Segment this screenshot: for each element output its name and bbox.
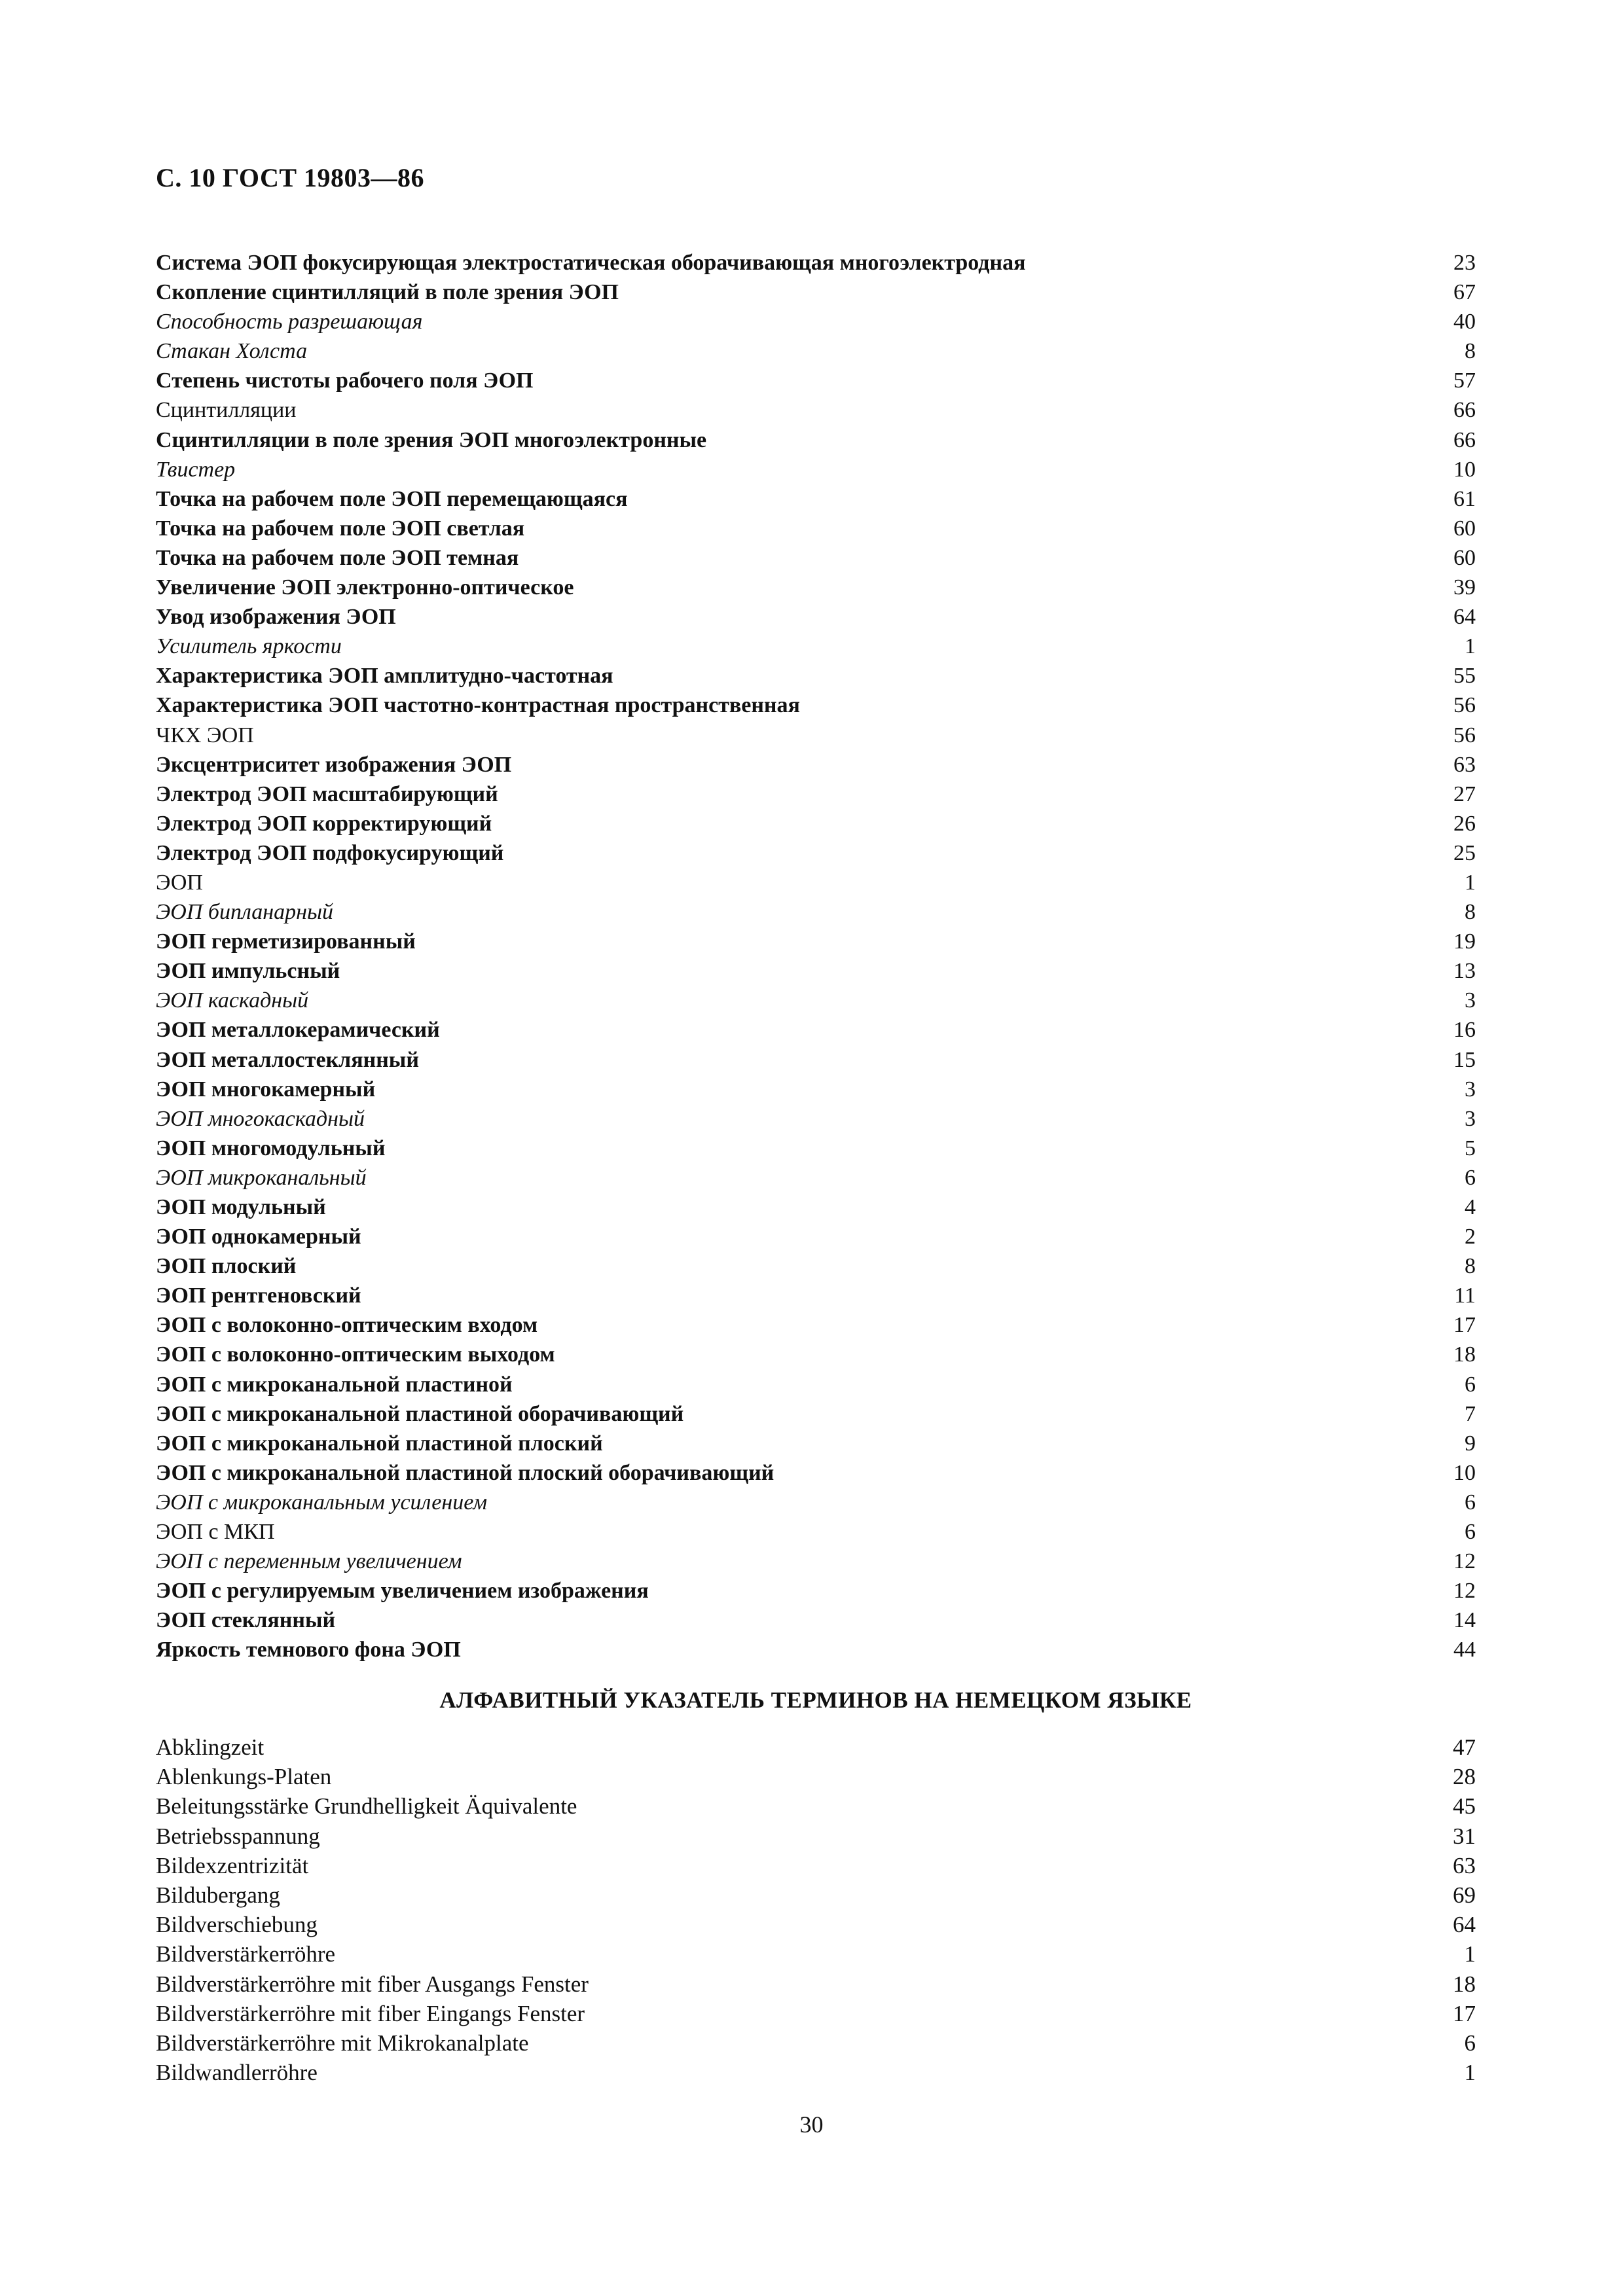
index-term: Bildverschiebung bbox=[156, 1912, 318, 1938]
index-term-number: 57 bbox=[1453, 368, 1476, 393]
index-entry bbox=[156, 661, 1476, 691]
index-term: ЭОП герметизированный bbox=[156, 929, 416, 954]
index-term: ЭОП с регулируемым увеличением изображения bbox=[156, 1579, 649, 1604]
index-term: Увод изображения ЭОП bbox=[156, 605, 396, 630]
index-entry bbox=[156, 1791, 1476, 1821]
index-entry bbox=[156, 1762, 1476, 1791]
index-term-number: 64 bbox=[1453, 605, 1476, 630]
index-entry bbox=[156, 1969, 1476, 1999]
index-term-number: 69 bbox=[1453, 1882, 1476, 1908]
index-entry bbox=[156, 1910, 1476, 1939]
index-term: ЭОП металлостеклянный bbox=[156, 1047, 419, 1072]
index-entry bbox=[156, 986, 1476, 1015]
index-entry bbox=[156, 602, 1476, 632]
index-entry bbox=[156, 1399, 1476, 1429]
index-term: Abklingzeit bbox=[156, 1734, 264, 1760]
index-term: ЭОП многокаскадный bbox=[156, 1106, 365, 1131]
index-term: Усилитель яркости bbox=[156, 634, 342, 659]
index-term-number: 66 bbox=[1453, 398, 1476, 423]
index-entry bbox=[156, 632, 1476, 661]
index-term-number: 12 bbox=[1453, 1579, 1476, 1604]
index-term: ЭОП с волоконно-оптическим входом bbox=[156, 1313, 538, 1338]
page-number: 30 bbox=[799, 2111, 824, 2138]
german-term-index bbox=[156, 1732, 1476, 2087]
index-entry bbox=[156, 750, 1476, 780]
index-entry bbox=[156, 1429, 1476, 1458]
index-term-number: 63 bbox=[1453, 1852, 1476, 1878]
index-term-number: 1 bbox=[1464, 1941, 1476, 1967]
index-term: Способность разрешающая bbox=[156, 310, 423, 334]
index-term-number: 47 bbox=[1453, 1734, 1476, 1760]
page-header: С. 10 ГОСТ 19803—86 bbox=[156, 163, 425, 192]
index-term-number: 61 bbox=[1453, 486, 1476, 511]
index-term: ЭОП плоский bbox=[156, 1254, 297, 1279]
index-entry bbox=[156, 395, 1476, 425]
index-term: Betriebsspannung bbox=[156, 1823, 320, 1849]
index-entry bbox=[156, 484, 1476, 514]
index-entry bbox=[156, 1488, 1476, 1517]
index-term: ЭОП импульсный bbox=[156, 959, 340, 984]
index-term-number: 17 bbox=[1453, 1313, 1476, 1338]
index-term: Точка на рабочем поле ЭОП перемещающаяся bbox=[156, 486, 628, 511]
index-term-number: 10 bbox=[1453, 1460, 1476, 1485]
index-term: Скопление сцинтилляций в поле зрения ЭОП bbox=[156, 280, 619, 305]
index-term-number: 56 bbox=[1453, 723, 1476, 747]
index-term: ЭОП бипланарный bbox=[156, 900, 333, 925]
index-entry bbox=[156, 1576, 1476, 1605]
index-term: ЭОП многокамерный bbox=[156, 1077, 376, 1102]
index-term: Электрод ЭОП масштабирующий bbox=[156, 781, 498, 806]
index-term-number: 2 bbox=[1465, 1225, 1476, 1249]
index-term: ЭОП с микроканальной пластиной плоский bbox=[156, 1431, 603, 1456]
index-entry bbox=[156, 425, 1476, 455]
index-term: Bildverstärkerröhre mit fiber Ausgangs Fenster bbox=[156, 1971, 589, 1997]
index-term-number: 7 bbox=[1465, 1401, 1476, 1426]
index-entry bbox=[156, 868, 1476, 897]
index-entry bbox=[156, 248, 1476, 278]
index-entry bbox=[156, 1340, 1476, 1369]
index-entry bbox=[156, 956, 1476, 986]
index-entry bbox=[156, 1547, 1476, 1576]
index-entry bbox=[156, 366, 1476, 395]
index-term-number: 8 bbox=[1465, 1254, 1476, 1279]
index-term-number: 39 bbox=[1453, 575, 1476, 600]
index-term-number: 56 bbox=[1453, 693, 1476, 718]
index-term: Сцинтилляции bbox=[156, 398, 297, 423]
index-term: Bildubergang bbox=[156, 1882, 280, 1908]
index-entry bbox=[156, 838, 1476, 868]
index-term-number: 16 bbox=[1453, 1018, 1476, 1043]
index-term-number: 15 bbox=[1453, 1047, 1476, 1072]
index-term: Bildverstärkerröhre bbox=[156, 1941, 336, 1967]
index-term-number: 44 bbox=[1453, 1638, 1476, 1662]
index-term-number: 6 bbox=[1465, 1490, 1476, 1515]
index-entry bbox=[156, 1732, 1476, 1762]
index-entry bbox=[156, 927, 1476, 956]
index-entry bbox=[156, 1104, 1476, 1134]
index-term: ЭОП bbox=[156, 870, 203, 895]
index-term-number: 18 bbox=[1453, 1971, 1476, 1997]
index-term-number: 64 bbox=[1453, 1912, 1476, 1938]
index-entry bbox=[156, 1635, 1476, 1664]
index-term: ЭОП модульный bbox=[156, 1195, 326, 1219]
index-term: Система ЭОП фокусирующая электростатическая оборачивающая многоэлектродная bbox=[156, 251, 1026, 275]
index-term: Beleitungsstärke Grundhelligkeit Äquivalente bbox=[156, 1793, 577, 1820]
index-entry bbox=[156, 1880, 1476, 1910]
index-term-number: 6 bbox=[1465, 1372, 1476, 1397]
index-term-number: 31 bbox=[1453, 1823, 1476, 1849]
index-term-number: 66 bbox=[1453, 427, 1476, 452]
german-index-title: АЛФАВИТНЫЙ УКАЗАТЕЛЬ ТЕРМИНОВ НА НЕМЕЦКОМ ЯЗЫКЕ bbox=[439, 1687, 1192, 1713]
index-term-number: 8 bbox=[1465, 339, 1476, 364]
index-term: Точка на рабочем поле ЭОП темная bbox=[156, 545, 519, 570]
index-term-number: 55 bbox=[1453, 664, 1476, 689]
index-term-number: 3 bbox=[1465, 1077, 1476, 1102]
index-term-number: 60 bbox=[1453, 545, 1476, 570]
index-term-number: 19 bbox=[1453, 929, 1476, 954]
index-entry bbox=[156, 573, 1476, 602]
index-term: ЧКХ ЭОП bbox=[156, 723, 254, 747]
russian-term-index bbox=[156, 248, 1476, 1665]
index-term: ЭОП металлокерамический bbox=[156, 1018, 440, 1043]
index-entry bbox=[156, 1045, 1476, 1075]
index-entry bbox=[156, 1370, 1476, 1399]
index-term: Bildverstärkerröhre mit Mikrokanalplate bbox=[156, 2030, 529, 2056]
index-term-number: 9 bbox=[1465, 1431, 1476, 1456]
index-term-number: 63 bbox=[1453, 752, 1476, 777]
index-term-number: 45 bbox=[1453, 1793, 1476, 1820]
index-entry bbox=[156, 1075, 1476, 1104]
index-entry bbox=[156, 336, 1476, 366]
index-term: Bildexzentrizität bbox=[156, 1852, 309, 1878]
index-term: ЭОП многомодульный bbox=[156, 1136, 386, 1160]
index-entry bbox=[156, 514, 1476, 543]
index-term-number: 5 bbox=[1465, 1136, 1476, 1160]
index-entry bbox=[156, 1821, 1476, 1851]
index-entry bbox=[156, 543, 1476, 573]
index-term: Эксцентриситет изображения ЭОП bbox=[156, 752, 512, 777]
index-entry bbox=[156, 1222, 1476, 1251]
index-term-number: 18 bbox=[1453, 1342, 1476, 1367]
index-term: Стакан Холста bbox=[156, 339, 308, 364]
index-term-number: 67 bbox=[1453, 280, 1476, 305]
index-term: Яркость темнового фона ЭОП bbox=[156, 1638, 461, 1662]
index-term: ЭОП однокамерный bbox=[156, 1225, 361, 1249]
index-term: ЭОП рентгеновский bbox=[156, 1283, 361, 1308]
index-term-number: 40 bbox=[1453, 310, 1476, 334]
index-term-number: 1 bbox=[1464, 2060, 1476, 2086]
index-term: Сцинтилляции в поле зрения ЭОП многоэлектронные bbox=[156, 427, 707, 452]
index-term-number: 14 bbox=[1453, 1608, 1476, 1633]
index-entry bbox=[156, 2028, 1476, 2058]
index-term: ЭОП с микроканальным усилением bbox=[156, 1490, 488, 1515]
index-term-number: 6 bbox=[1465, 1165, 1476, 1190]
index-entry bbox=[156, 809, 1476, 838]
index-entry bbox=[156, 897, 1476, 927]
index-entry bbox=[156, 455, 1476, 484]
index-entry bbox=[156, 1193, 1476, 1222]
index-term-number: 1 bbox=[1465, 870, 1476, 895]
index-term-number: 13 bbox=[1453, 959, 1476, 984]
index-entry bbox=[156, 1251, 1476, 1281]
index-term: Характеристика ЭОП частотно-контрастная пространственная bbox=[156, 693, 800, 718]
index-term-number: 28 bbox=[1453, 1764, 1476, 1790]
index-term: Степень чистоты рабочего поля ЭОП bbox=[156, 368, 534, 393]
index-entry bbox=[156, 691, 1476, 720]
index-term: Bildverstärkerröhre mit fiber Eingangs Fenster bbox=[156, 2000, 585, 2026]
index-term-number: 12 bbox=[1453, 1549, 1476, 1574]
index-term-number: 1 bbox=[1465, 634, 1476, 659]
index-entry bbox=[156, 1310, 1476, 1340]
index-term: Точка на рабочем поле ЭОП светлая bbox=[156, 516, 525, 541]
index-entry bbox=[156, 1851, 1476, 1880]
index-entry bbox=[156, 721, 1476, 750]
index-term: ЭОП с волоконно-оптическим выходом bbox=[156, 1342, 555, 1367]
index-entry bbox=[156, 1999, 1476, 2028]
index-term: ЭОП с микроканальной пластиной плоский оборачивающий bbox=[156, 1460, 775, 1485]
index-entry bbox=[156, 780, 1476, 809]
index-term: Ablenkungs-Platen bbox=[156, 1764, 332, 1790]
index-term: Электрод ЭОП подфокусирующий bbox=[156, 840, 504, 865]
index-term-number: 25 bbox=[1453, 840, 1476, 865]
index-entry bbox=[156, 1281, 1476, 1310]
index-term-number: 60 bbox=[1453, 516, 1476, 541]
index-entry bbox=[156, 1134, 1476, 1163]
index-entry bbox=[156, 1939, 1476, 1969]
index-term: ЭОП с переменным увеличением bbox=[156, 1549, 462, 1574]
index-term-number: 26 bbox=[1453, 811, 1476, 836]
index-term: Характеристика ЭОП амплитудно-частотная bbox=[156, 664, 613, 689]
index-term-number: 23 bbox=[1453, 251, 1476, 275]
index-entry bbox=[156, 1015, 1476, 1045]
index-term-number: 17 bbox=[1453, 2000, 1476, 2026]
index-entry bbox=[156, 1517, 1476, 1547]
index-term: ЭОП каскадный bbox=[156, 988, 309, 1013]
index-entry bbox=[156, 307, 1476, 336]
index-entry bbox=[156, 1458, 1476, 1488]
index-term: Увеличение ЭОП электронно-оптическое bbox=[156, 575, 574, 600]
index-term-number: 3 bbox=[1465, 988, 1476, 1013]
index-term-number: 6 bbox=[1465, 1520, 1476, 1545]
index-term-number: 8 bbox=[1465, 900, 1476, 925]
index-term: ЭОП с микроканальной пластиной оборачивающий bbox=[156, 1401, 684, 1426]
index-entry bbox=[156, 1605, 1476, 1635]
index-term: ЭОП микроканальный bbox=[156, 1165, 367, 1190]
index-term-number: 10 bbox=[1453, 457, 1476, 482]
index-term-number: 11 bbox=[1454, 1283, 1476, 1308]
index-term: Твистер bbox=[156, 457, 236, 482]
index-term-number: 4 bbox=[1465, 1195, 1476, 1219]
index-term: ЭОП стеклянный bbox=[156, 1608, 336, 1633]
index-term: Электрод ЭОП корректирующий bbox=[156, 811, 492, 836]
index-term: Bildwandlerröhre bbox=[156, 2060, 318, 2086]
index-entry bbox=[156, 278, 1476, 307]
index-entry bbox=[156, 2058, 1476, 2087]
index-term: ЭОП с микроканальной пластиной bbox=[156, 1372, 513, 1397]
index-term-number: 27 bbox=[1453, 781, 1476, 806]
index-entry bbox=[156, 1163, 1476, 1193]
index-term-number: 3 bbox=[1465, 1106, 1476, 1131]
index-term-number: 6 bbox=[1464, 2030, 1476, 2056]
index-term: ЭОП с МКП bbox=[156, 1520, 275, 1545]
